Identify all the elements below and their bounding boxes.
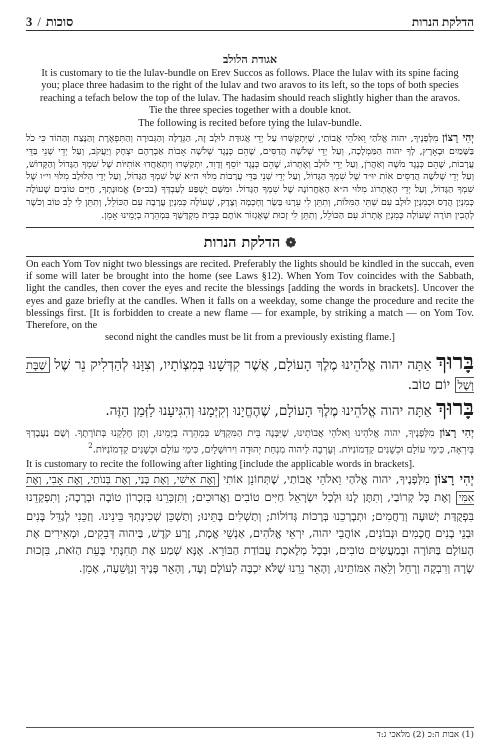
- blessing-1-bracket: שַׁבָּת וְשֶׁל: [26, 357, 474, 392]
- header-separator: /: [37, 15, 41, 29]
- yehi-ratzon-2-b: וְאֶת כָּל קְרוֹבַי, וְתִתֶּן לָנוּ וּלְכָל יִשְׂרָאֵל חַיִּים טוֹבִים וַאֲרוּכִים; וְתִזְכְּרֵנוּ בְּזִכְרוֹן טוֹבָה וּבְרָכָה; וְתִפְקְדֵנוּ בִּפְקֻדַּת יְשׁוּעָה וְרַחֲמִים; וּתְבָרְכֵנוּ בְּרָכוֹת גְּדוֹלוֹת; וְתַשְׁלִים בָּתֵּינוּ; וְתַשְׁכֵּן שְׁכִינָתְךָ בֵּינֵינוּ. וְזַכֵּנִי לְגַדֵּל בָּנִים וּבְנֵי בָנִים חֲכָמִים וּנְבוֹנִים, אוֹהֲבֵי יהוה, יִרְאֵי אֱלֹהִים, אַנְשֵׁי אֱמֶת, זֶרַע קֹדֶשׁ, בַּיהוה דְּבֵקִים, וּמְאִירִים אֶת הָעוֹלָם בַּתּוֹרָה וּבְמַעֲשִׂים טוֹבִים, וּבְכָל מְלֶאכֶת עֲבוֹדַת הַבּוֹרֵא. אָנָּא שְׁמַע אֶת תְּחִנָּתִי בָּעֵת הַזֹּאת, בִּזְכוּת שָׂרָה וְרִבְקָה וְרָחֵל וְלֵאָה אִמּוֹתֵינוּ, וְהָאֵר נֵרֵנוּ שֶׁלֹּא יִכְבֶּה לְעוֹלָם וָעֶד, וְהָאֵר פָּנֶיךָ וְנִוָּשֵׁעָה, אָמֵן.: [26, 490, 474, 575]
- blessing-2-lead: בָּרוּךְ: [436, 394, 474, 421]
- lulav-recited-line: The following is recited before tying the lulav-bundle.: [138, 117, 362, 129]
- page: [26, 10, 474, 742]
- blessing-1: [26, 348, 475, 395]
- blessing-2: [26, 394, 474, 421]
- candle-title-text: הדלקת הנרות: [203, 233, 281, 251]
- title-divider: [26, 256, 474, 257]
- yehi-ratzon-2-lead: יְהִי רָצוֹן: [434, 472, 474, 488]
- yehi-ratzon-2-a: מִלְּפָנֶיךָ, יהוה אֱלֹהַי וֵאלֹהֵי אֲבוֹתַי, שֶׁתְּחוֹנֵן אוֹתִי: [223, 472, 430, 487]
- yehi-ratzon-2: [26, 471, 474, 577]
- lulav-heading: אגודת הלולב: [222, 53, 278, 66]
- footnote: (1) אבות ה:כ (2) מלאכי ג:ד: [376, 730, 474, 740]
- lulav-prayer: [26, 132, 474, 228]
- page-section: סוכות: [45, 15, 74, 29]
- blessing-2-a: אַתָּה יהוה אֱלֹהֵינוּ מֶלֶךְ הָעוֹלָם, שֶׁהֶחֱיָנוּ וְקִיְּמָנוּ: [198, 402, 432, 419]
- yehi-ratzon-1-lead: יְהִי רָצוֹן: [439, 425, 474, 439]
- blessing-1-a: אַתָּה יהוה אֱלֹהֵינוּ מֶלֶךְ הָעוֹלָם, אֲשֶׁר קִדְּשָׁנוּ: [208, 356, 432, 373]
- lulav-lead-word: יְהִי רָצוֹן: [442, 132, 474, 145]
- yehi-ratzon-2-bracket: וְאֶת אִישִׁי, וְאֶת בָּנַי, וְאֶת בְּנוֹתַי, וְאֶת אָבִי, וְאֶת אִמִּי: [26, 474, 474, 505]
- running-head: [26, 10, 474, 31]
- lulav-instructions-text: It is customary to tie the lulav-bundle on Erev Succos as follows. Place the lulav with its spine facing you; place three hadasim to the right of the lulav and two aravos to its left, so the tops of both species reaching a tefach below the top of the lulav. The hadasim should reach slightly higher than the aravos. Tie the three species together with a double knot.: [39, 68, 461, 117]
- blessing-1-b: בְּמִצְוֹתָיו, וְצִוָּנוּ לְהַדְלִיק נֵר שֶׁל: [54, 356, 205, 373]
- yehi-ratzon-1: [26, 426, 474, 457]
- footnote-divider: [26, 727, 474, 728]
- yehi-ratzon-1-text: מִלְּפָנֶיךָ, יהוה אֱלֹהֵינוּ וֵאלֹהֵי אֲבוֹתֵינוּ, שֶׁיִּבָּנֶה בֵּית הַמִּקְדָּשׁ בִּמְהֵרָה בְיָמֵינוּ, וְתֵן חֶלְקֵנוּ בְּתוֹרָתֶךָ. וְשָׁם נַעֲבָדְךָ בְּיִרְאָה, כִּימֵי עוֹלָם וּכְשָׁנִים קַדְמוֹנִיּוֹת. וְעָרְבָה לַיהוה מִנְחַת יְהוּדָה וִירוּשָׁלָיִם, כִּימֵי עוֹלָם וּכְשָׁנִים קַדְמוֹנִיּוֹת.: [26, 427, 474, 456]
- candle-instructions-text-1: On each Yom Tov night two blessings are recited. Preferably the lights should be kindled in the succah, even if some will later be brought into the home (see Laws §12). When Yom Tov coincides with the Sabbath, light the candles, then cover the eyes and recite the blessings [adding the words in brackets]. Uncover the eyes and gaze briefly at the candles. When it falls on a weekday, some change the procedure and recite the blessings first. [It is forbidden to create a new flame — for example, by striking a match — on Yom Tov. Therefore, on the: [26, 258, 474, 332]
- lulav-prayer-text: מִלְּפָנֶיךָ, יהוה אֱלֹהַי וֵאלֹהֵי אֲבוֹתַי, שֶׁיִּתְקַשְּׁרוּ עַל יְדֵי אֲגוּדַּת לוּלָב זֶה, הַגְּדֻלָּה וְהַגְּבוּרָה וְהַתִּפְאֶרֶת וְהַנֶּצַח וְהַהוֹד כִּי כֹל בַּשָּׁמַיִם וּבָאָרֶץ, לְךָ יהוה הַמַּמְלָכָה, וְעַל יְדֵי שְׁלֹשָׁה הֲדַסִּים, שֶׁהֵם כְּנֶגֶד שְׁלֹשָׁה אָבוֹת אַבְרָהָם יִצְחָק וְיַעֲקֹב, וְעַל יְדֵי שְׁנֵי בַּדֵּי עֲרָבוֹת, שֶׁהֵם כְּנֶגֶד מֹשֶׁה וְאַהֲרֹן, וְעַל יְדֵי לוּלָב וְאֶתְרוֹג, שֶׁהֵם כְּנֶגֶד יוֹסֵף וְדָוִד, יִתְקַשְּׁרוּ וְיִתְאַחֲדוּ אוֹתִיּוֹת שֶׁל שִׁמְךָ הַגָּדוֹל וְהַקָּדוֹשׁ, וְעַל יְדֵי שְׁלֹשָׁה הֲדַסִּים אוֹת יוּ״ד שֶׁל שִׁמְךָ הַגָּדוֹל, וְעַל יְדֵי שְׁנֵי בַּדֵּי עֲרָבוֹת מִלּוּי ה״א שֶׁל שִׁמְךָ הַגָּדוֹל, וְעַל יְדֵי הַלּוּלָב מִלּוּי וי״ו שֶׁל שִׁמְךָ הַגָּדוֹל, וְעַל יְדֵי הָאֶתְרוֹג מִלּוּי ה״א הָאַחֲרוֹנָה שֶׁל שִׁמְךָ הַגָּדוֹל. וּמִשָּׁם יֻשְׁפַּע לְעַבְדְּךָ (בכ״פ) אֱמוּנָתְךָ, חַיִּים טוֹבִים שֶׁעוֹלָה כְּמִנְיַן הֲדַס וּכְמִנְיַן לוּלָב עִם שְׁתֵּי הַמִּלּוֹת, וְתִתֵּן לִי עֵרָנוּ בָּשָׂר וְחָכְמָה וְצֶדֶק, שֶׁעוֹלָה כְּמִנְיַן עֲרָבָה עִם הַכּוֹלֵל, וְתִתֵּן לִי לֵב טוֹב וְכֹשֶׁר לְהָבִין תּוֹרָה שֶׁעוֹלָה כְּמִנְיַן אֶתְרוֹג עִם הַכּוֹלֵל, וְתִתֵּן לִי זְכוּת שֶׁאֶגְזוֹר אוֹתָם בְּבֵית מִקְדָּשְׁךָ בִּמְהֵרָה בְיָמֵינוּ אָמֵן.: [26, 133, 474, 221]
- blessing-1-c: יוֹם טוֹב.: [407, 376, 451, 393]
- candle-instructions: [26, 259, 474, 345]
- custom-line: It is customary to recite the following after lighting [include the applicable words in brackets].: [26, 459, 415, 471]
- candle-instructions-text-2: second night the candles must be lit from a previously existing flame.]: [105, 332, 395, 344]
- blessing-2-b: וְהִגִּיעָנוּ לַזְּמַן הַזֶּה.: [105, 402, 195, 419]
- page-header-left: [26, 15, 73, 30]
- section-name: הדלקת הנרות: [411, 15, 474, 29]
- page-number: 3: [26, 15, 33, 29]
- flower-ornament-icon: ❁: [285, 235, 297, 251]
- blessing-1-lead: בָּרוּךְ: [436, 348, 475, 375]
- lulav-instructions: [32, 68, 468, 130]
- footnote-marker: 2: [88, 442, 93, 451]
- candle-section-title: [26, 234, 474, 252]
